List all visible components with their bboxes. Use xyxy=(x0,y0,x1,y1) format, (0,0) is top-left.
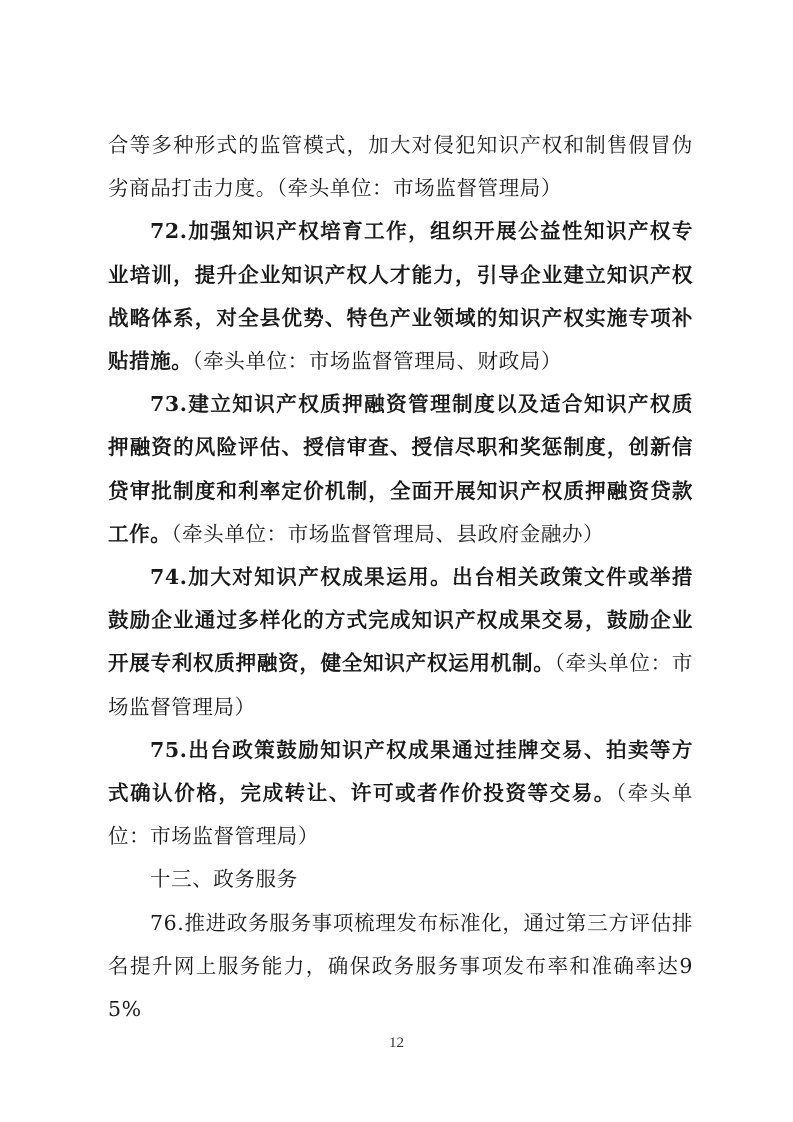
item-72-body: 72.加强知识产权培育工作，组织开展公益性知识产权专业培训，提升企业知识产权人才能力，引导企业建立知识产权战略体系，对全县优势、特色产业领域的知识产权实施专项补贴措施。 xyxy=(108,219,693,374)
paragraph-item-72 xyxy=(108,210,693,383)
page-number: 12 xyxy=(389,1035,404,1051)
paragraph-continuation xyxy=(108,124,693,210)
paragraph-text: 合等多种形式的监管模式，加大对侵犯知识产权和制售假冒伪劣商品打击力度。（牵头单位：市场监督管理局） xyxy=(108,133,693,201)
paragraph-item-74 xyxy=(108,556,693,729)
section-heading-13 xyxy=(108,858,693,901)
item-74-body: 74.加大对知识产权成果运用。出台相关政策文件或举措鼓励企业通过多样化的方式完成知识产权成果交易，鼓励企业开展专利权质押融资，健全知识产权运用机制。 xyxy=(108,565,693,676)
paragraph-item-76 xyxy=(108,902,693,1032)
paragraph-item-73 xyxy=(108,383,693,556)
item-76-body: 76.推进政务服务事项梳理发布标准化，通过第三方评估排名提升网上服务能力，确保政务服务事项发布率和准确率达95% xyxy=(108,910,693,1022)
item-74-lead-unit: （牵头单位：市场监督管理局） xyxy=(108,651,693,719)
item-75-body: 75.出台政策鼓励知识产权成果通过挂牌交易、拍卖等方式确认价格，完成转让、许可或者作价投资等交易。 xyxy=(108,737,693,806)
section-heading-text: 十三、政务服务 xyxy=(150,867,298,892)
document-body xyxy=(108,124,693,1031)
paragraph-item-75 xyxy=(108,729,693,859)
item-75-lead-unit: （牵头单位：市场监督管理局） xyxy=(108,781,693,849)
item-72-lead-unit: （牵头单位：市场监督管理局、财政局） xyxy=(192,349,562,374)
item-73-lead-unit: （牵头单位：市场监督管理局、县政府金融办） xyxy=(171,521,605,546)
item-73-body: 73.建立知识产权质押融资管理制度以及适合知识产权质押融资的风险评估、授信审查、授信尽职和奖惩制度，创新信贷审批制度和利率定价机制，全面开展知识产权质押融资贷款工作。 xyxy=(108,392,693,546)
